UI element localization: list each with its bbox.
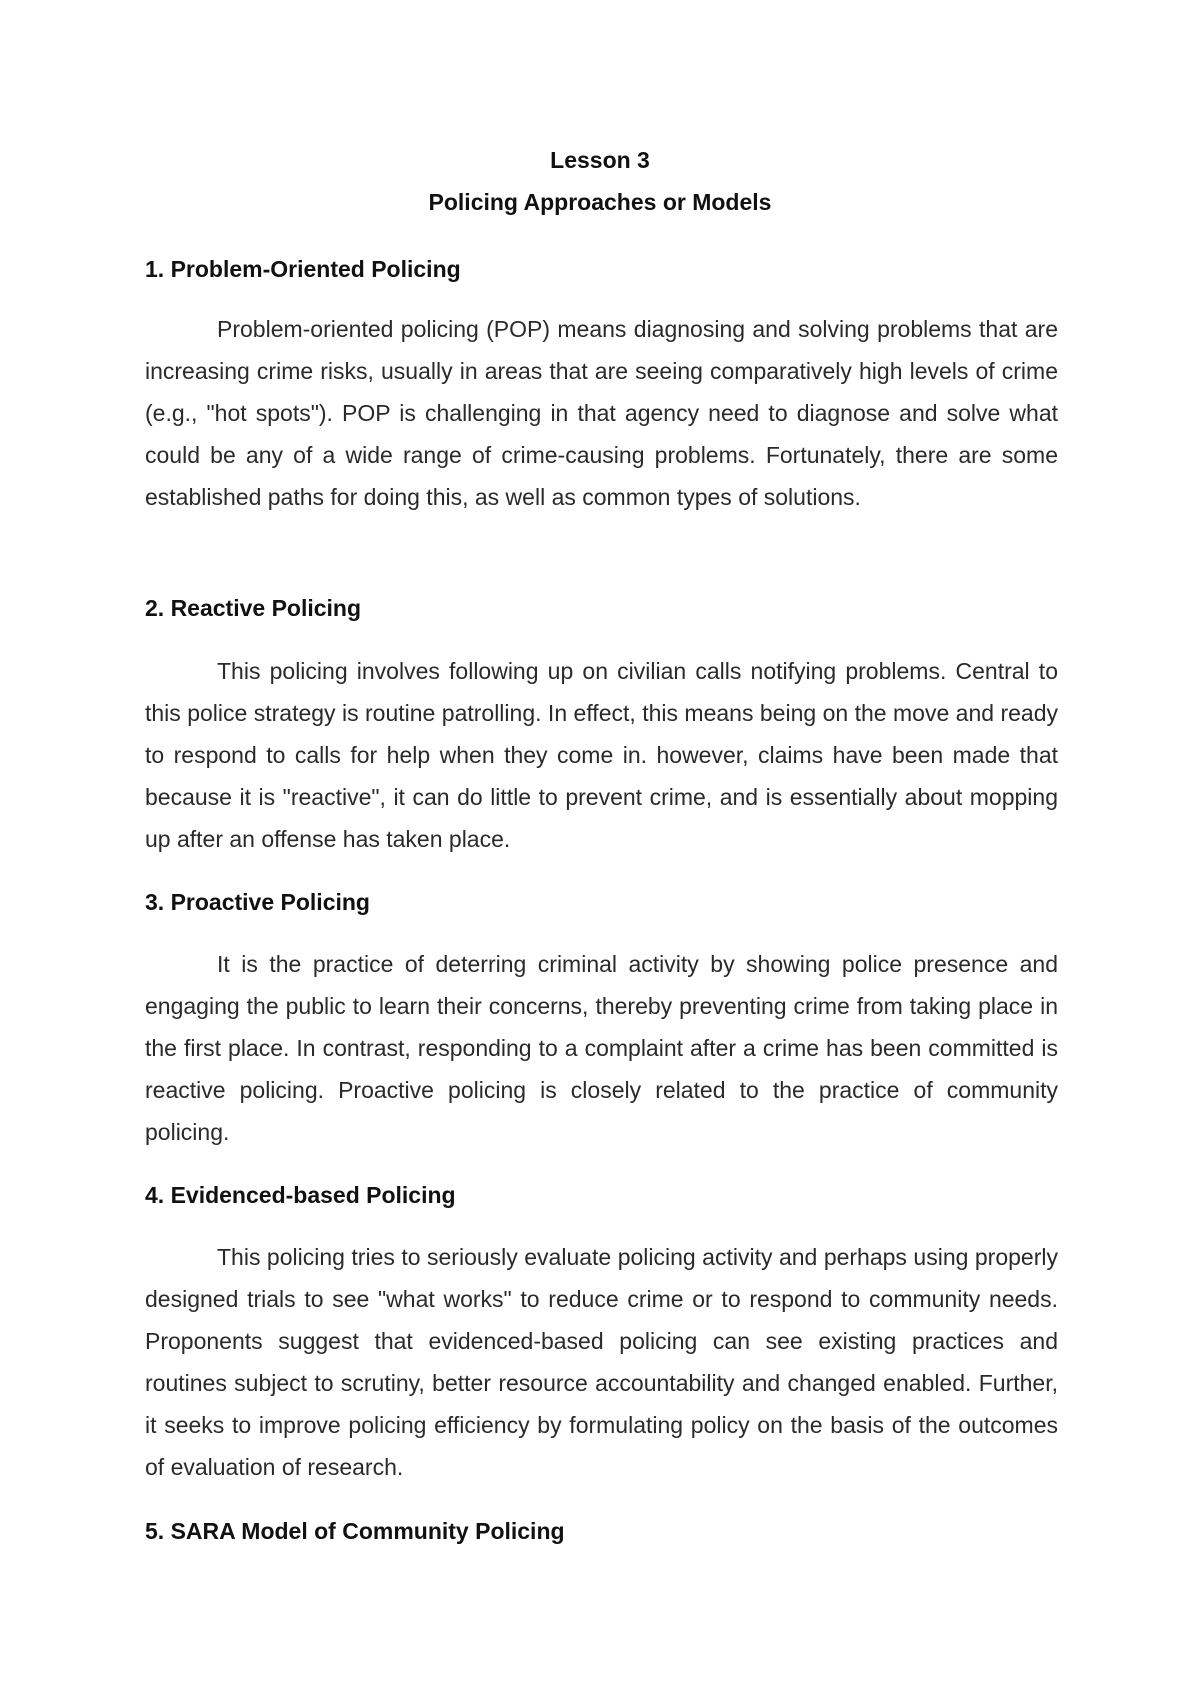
section-body-problem-oriented: Problem-oriented policing (POP) means diagnosing and solving problems that are increasing crime risks, usually in areas that are seeing comparatively high levels of crime (e.g., "hot spots"). POP is challenging in that agency need to diagnose and solve what could be any of a wide range of crime-causing problems. Fortunately, there are some established paths for doing this, as well as common types of solutions. [145, 316, 1058, 510]
section-heading-proactive: 3. Proactive Policing [145, 889, 370, 915]
section-heading-reactive: 2. Reactive Policing [145, 595, 362, 621]
section-body-reactive: This policing involves following up on civilian calls notifying problems. Central to this police strategy is routine patrolling. In effect, this means being on the move and ready to respond to calls for help when they come in. however, claims have been made that because it is "reactive", it can do little to prevent crime, and is essentially about mopping up after an offense has taken place. [145, 658, 1058, 852]
section-body-proactive: It is the practice of deterring criminal activity by showing police presence and engaging the public to learn their concerns, thereby preventing crime from taking place in the first place. In contrast, responding to a complaint after a crime has been committed is reactive policing. Proactive policing is closely related to the practice of community policing. [145, 951, 1058, 1145]
section-body-evidence-based: This policing tries to seriously evaluate policing activity and perhaps using properly designed trials to see "what works" to reduce crime or to respond to community needs. Proponents suggest that evidenced-based policing can see existing practices and routines subject to scrutiny, better resource accountability and changed enabled. Further, it seeks to improve policing efficiency by formulating policy on the basis of the outcomes of evaluation of research. [145, 1244, 1058, 1480]
section-heading-sara-model: 5. SARA Model of Community Policing [145, 1518, 565, 1544]
lesson-label: Lesson 3 [550, 147, 650, 173]
section-heading-problem-oriented: 1. Problem-Oriented Policing [145, 256, 461, 282]
document-title: Policing Approaches or Models [428, 189, 772, 215]
section-heading-evidence-based: 4. Evidenced-based Policing [145, 1182, 456, 1208]
